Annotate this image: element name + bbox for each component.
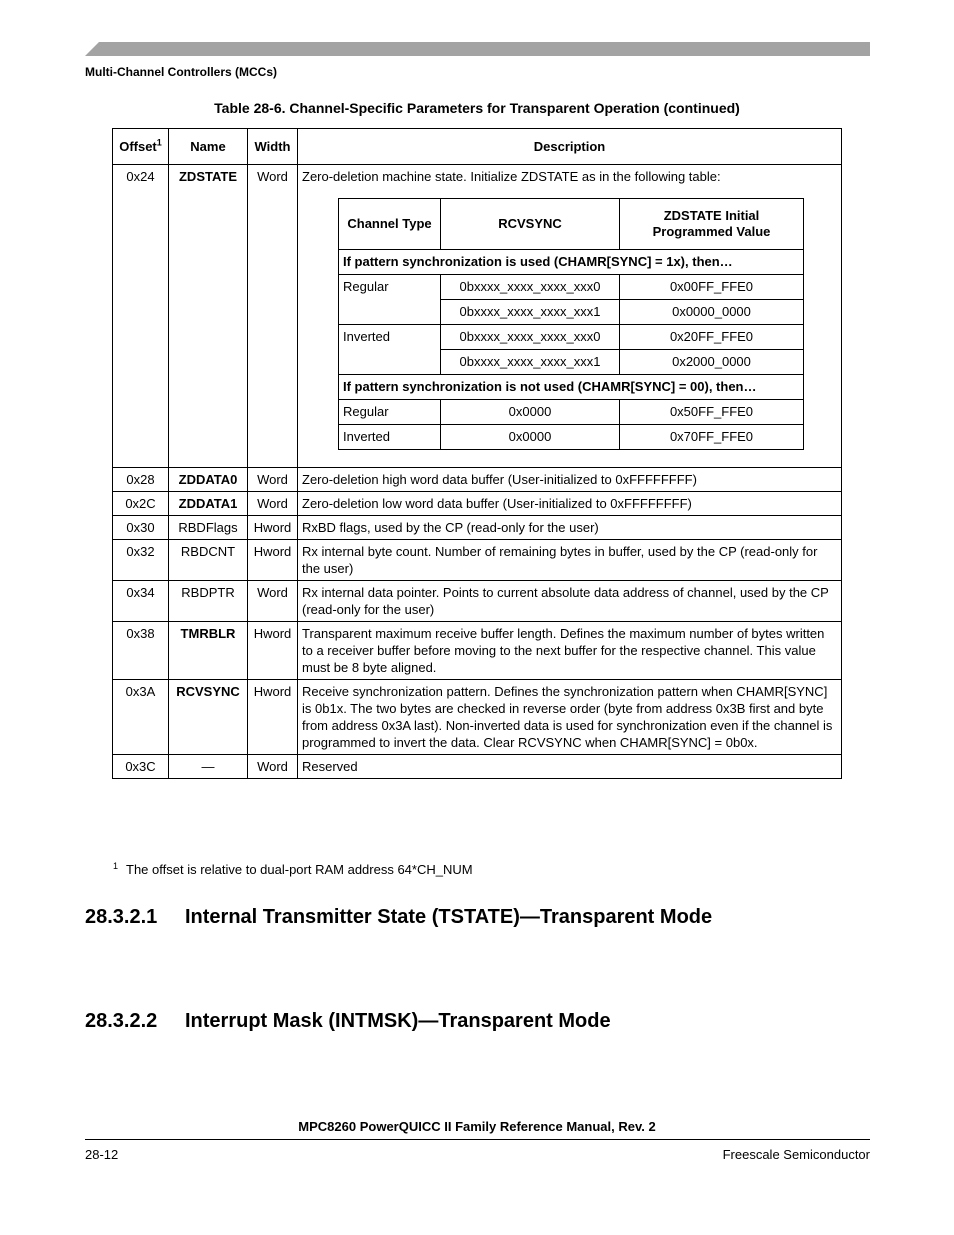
inner-channel-type: Regular	[339, 275, 441, 325]
cell-name: RBDCNT	[169, 540, 248, 581]
section-heading-intmsk	[85, 1010, 611, 1033]
inner-group-row	[339, 250, 804, 275]
inner-rcvsync: 0bxxxx_xxxx_xxxx_xxx0	[441, 325, 620, 350]
inner-value: 0x0000_0000	[620, 300, 804, 325]
table-header-row	[113, 129, 842, 165]
inner-header-row	[339, 199, 804, 250]
inner-value: 0x00FF_FFE0	[620, 275, 804, 300]
cell-name: TMRBLR	[169, 622, 248, 680]
inner-row	[339, 275, 804, 300]
cell-offset: 0x34	[113, 581, 169, 622]
header-offset: Offset$^1$	[113, 129, 169, 165]
parameters-table	[112, 128, 842, 779]
inner-rcvsync: 0x0000	[441, 400, 620, 425]
table-row	[113, 492, 842, 516]
section-title: Interrupt Mask (INTMSK)—Transparent Mode	[185, 1010, 611, 1032]
table-row	[113, 581, 842, 622]
cell-width: Word	[248, 755, 298, 779]
cell-name: —	[169, 755, 248, 779]
table-row	[113, 622, 842, 680]
cell-description: Transparent maximum receive buffer length. Defines the maximum number of bytes written to a receiver buffer before moving to the next buffer for the respective channel. This value must be 8 byte aligned.	[298, 622, 842, 680]
table-row	[113, 755, 842, 779]
cell-description: Zero-deletion high word data buffer (User-initialized to 0xFFFFFFFF)	[298, 468, 842, 492]
cell-description	[298, 165, 842, 468]
cell-offset: 0x30	[113, 516, 169, 540]
cell-width: Word	[248, 165, 298, 468]
inner-row	[339, 400, 804, 425]
section-number: 28.3.2.2	[85, 1010, 158, 1032]
table-row	[113, 468, 842, 492]
cell-name: RBDPTR	[169, 581, 248, 622]
cell-name: ZDDATA1	[169, 492, 248, 516]
inner-header-channel-type: Channel Type	[339, 199, 441, 250]
page-number: 28-12	[85, 1147, 119, 1162]
cell-description: Zero-deletion low word data buffer (User-initialized to 0xFFFFFFFF)	[298, 492, 842, 516]
table-title: Table 28-6. Channel-Specific Parameters for Transparent Operation (continued)	[214, 100, 740, 116]
group1-title: If pattern synchronization is used (CHAMR[SYNC] = 1x), then…	[339, 250, 804, 275]
cell-width: Hword	[248, 622, 298, 680]
inner-value: 0x50FF_FFE0	[620, 400, 804, 425]
inner-header-rcvsync: RCVSYNC	[441, 199, 620, 250]
footer-divider	[85, 1139, 870, 1140]
inner-channel-type: Regular	[339, 400, 441, 425]
inner-channel-type: Inverted	[339, 425, 441, 450]
running-head: Multi-Channel Controllers (MCCs)	[85, 65, 277, 79]
table-row	[113, 516, 842, 540]
cell-description: Receive synchronization pattern. Defines the synchronization pattern when CHAMR[SYNC] is 0b1x. The two bytes are checked in reverse order (byte from address 0x3B first and byte from address 0x3A last). Non-inverted data is used for synchronization even if the channel is programmed to invert the data. Clear RCVSYNC when CHAMR[SYNC] = 0b0x.	[298, 680, 842, 755]
cell-offset: 0x2C	[113, 492, 169, 516]
inner-value: 0x20FF_FFE0	[620, 325, 804, 350]
cell-width: Word	[248, 468, 298, 492]
inner-header-zdstate: ZDSTATE Initial Programmed Value	[620, 199, 804, 250]
group2-title: If pattern synchronization is not used (CHAMR[SYNC] = 00), then…	[339, 375, 804, 400]
cell-name: RCVSYNC	[169, 680, 248, 755]
inner-value: 0x2000_0000	[620, 350, 804, 375]
cell-description: Rx internal byte count. Number of remaining bytes in buffer, used by the CP (read-only for the user)	[298, 540, 842, 581]
cell-description: Rx internal data pointer. Points to current absolute data address of channel, used by the CP (read-only for the user)	[298, 581, 842, 622]
section-number: 28.3.2.1	[85, 906, 158, 928]
cell-width: Word	[248, 492, 298, 516]
table-row	[113, 540, 842, 581]
zdstate-description: Zero-deletion machine state. Initialize ZDSTATE as in the following table:	[302, 169, 721, 184]
inner-row	[339, 325, 804, 350]
cell-description: RxBD flags, used by the CP (read-only for the user)	[298, 516, 842, 540]
cell-width: Hword	[248, 540, 298, 581]
header-width: Width	[248, 129, 298, 165]
table-row	[113, 165, 842, 468]
cell-width: Hword	[248, 516, 298, 540]
cell-name: RBDFlags	[169, 516, 248, 540]
cell-description: Reserved	[298, 755, 842, 779]
inner-channel-type: Inverted	[339, 325, 441, 375]
publisher: Freescale Semiconductor	[722, 1147, 870, 1162]
table-row	[113, 680, 842, 755]
inner-group-row	[339, 375, 804, 400]
cell-width: Word	[248, 581, 298, 622]
cell-offset: 0x3A	[113, 680, 169, 755]
inner-rcvsync: 0x0000	[441, 425, 620, 450]
cell-name: ZDSTATE	[169, 165, 248, 468]
header-description: Description	[298, 129, 842, 165]
cell-offset: 0x3C	[113, 755, 169, 779]
cell-width: Hword	[248, 680, 298, 755]
table-footnote: $^1$ The offset is relative to dual-port RAM address 64*CH_NUM	[113, 860, 473, 877]
cell-offset: 0x32	[113, 540, 169, 581]
inner-row	[339, 425, 804, 450]
zdstate-init-table	[338, 198, 804, 450]
header-name: Name	[169, 129, 248, 165]
section-title: Internal Transmitter State (TSTATE)—Transparent Mode	[185, 906, 713, 928]
inner-rcvsync: 0bxxxx_xxxx_xxxx_xxx0	[441, 275, 620, 300]
cell-name: ZDDATA0	[169, 468, 248, 492]
cell-offset: 0x28	[113, 468, 169, 492]
cell-offset: 0x24	[113, 165, 169, 468]
inner-value: 0x70FF_FFE0	[620, 425, 804, 450]
cell-offset: 0x38	[113, 622, 169, 680]
inner-rcvsync: 0bxxxx_xxxx_xxxx_xxx1	[441, 350, 620, 375]
footer-title: MPC8260 PowerQUICC II Family Reference Manual, Rev. 2	[298, 1119, 656, 1134]
inner-rcvsync: 0bxxxx_xxxx_xxxx_xxx1	[441, 300, 620, 325]
header-bar	[85, 42, 870, 56]
section-heading-tstate	[85, 906, 712, 929]
